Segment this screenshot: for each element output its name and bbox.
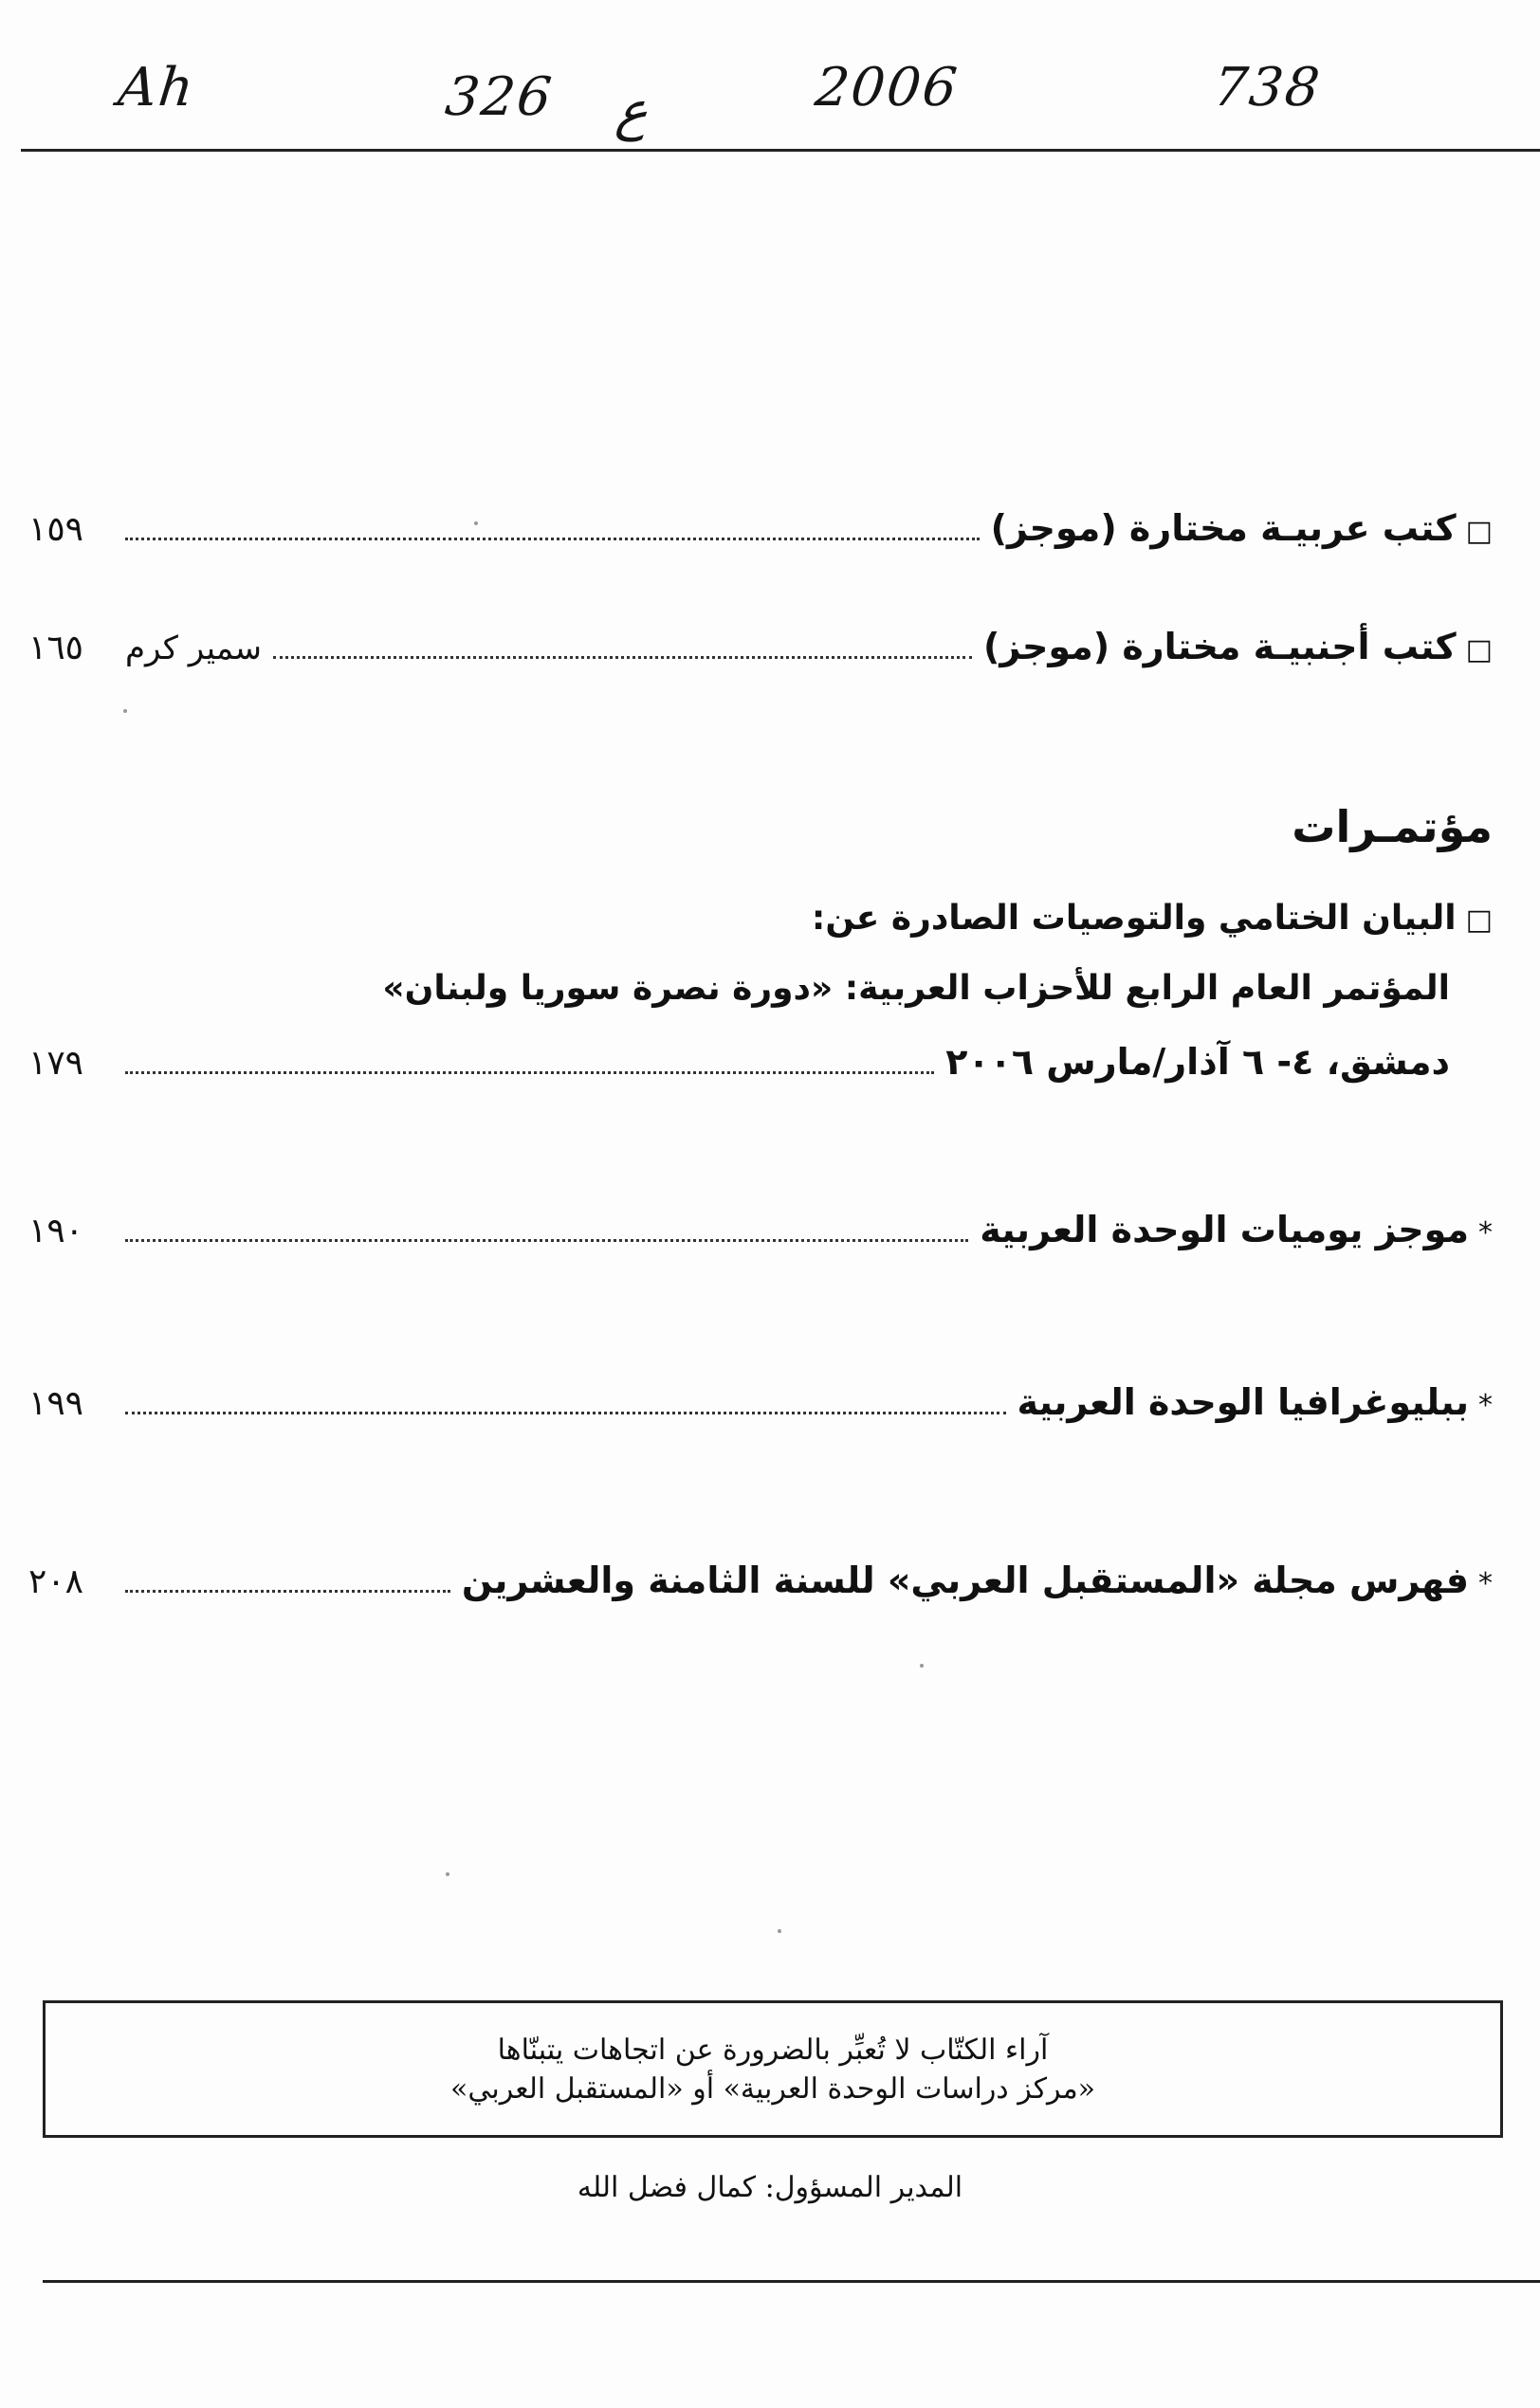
toc-entry[interactable] <box>28 1560 1493 1602</box>
dot-leader <box>125 538 980 540</box>
page-number: ١٩٩ <box>28 1384 84 1423</box>
header-rule <box>21 149 1540 152</box>
disclaimer-line-1: آراء الكتّاب لا تُعبِّر بالضرورة عن اتجاهات يتبنّاها <box>497 2034 1049 2067</box>
conference-dates: دمشق، ٤- ٦ آذار/مارس ٢٠٠٦ <box>945 1041 1450 1083</box>
conference-entry-line-1 <box>812 899 1493 938</box>
disclaimer-box <box>43 2000 1503 2138</box>
toc-entry-title-text: كتب عربيـة مختارة (موجز) <box>990 507 1457 549</box>
toc-entry-title-text: ببليوغرافيا الوحدة العربية <box>1017 1381 1469 1423</box>
toc-entry[interactable] <box>28 507 1493 550</box>
asterisk-bullet-icon: * <box>1478 1216 1493 1250</box>
scan-speck <box>446 1872 449 1876</box>
editor-credit: المدير المسؤول: كمال فضل الله <box>577 2171 963 2204</box>
dot-leader <box>125 1412 1006 1414</box>
toc-entry[interactable] <box>28 626 1493 668</box>
scan-speck <box>778 1929 781 1933</box>
checkbox-bullet-icon: □ <box>1465 515 1493 548</box>
scan-speck <box>123 709 127 713</box>
toc-entry[interactable] <box>28 1041 1450 1084</box>
page-number: ١٩٠ <box>28 1212 84 1250</box>
footer-rule <box>43 2280 1540 2283</box>
toc-entry-title <box>1018 1381 1493 1423</box>
toc-entry[interactable] <box>28 1209 1493 1251</box>
page-number: ٢٠٨ <box>28 1562 84 1601</box>
dot-leader <box>273 656 972 659</box>
conference-title: البيان الختامي والتوصيات الصادرة عن: <box>811 899 1457 938</box>
toc-entry-title <box>980 1209 1493 1250</box>
handwritten-mark-3: ع <box>613 81 651 142</box>
toc-entry-title-text: فهرس مجلة «المستقبل العربي» للسنة الثامنة والعشرين <box>461 1560 1469 1601</box>
dot-leader <box>125 1071 934 1074</box>
toc-entry-title <box>462 1560 1493 1601</box>
page-number: ١٧٩ <box>28 1044 84 1083</box>
checkbox-bullet-icon: □ <box>1465 633 1493 666</box>
scan-speck <box>474 521 478 525</box>
scan-speck <box>920 1664 924 1668</box>
conference-entry-line-2: المؤتمر العام الرابع للأحزاب العربية: «دورة نصرة سوريا ولبنان» <box>382 969 1450 1008</box>
dot-leader <box>125 1239 968 1242</box>
toc-entry-title <box>983 626 1493 667</box>
author-name: سمير كرم <box>125 629 262 667</box>
dot-leader <box>125 1590 450 1593</box>
asterisk-bullet-icon: * <box>1478 1567 1493 1600</box>
disclaimer-line-2: «مركز دراسات الوحدة العربية» أو «المستقبل العربي» <box>449 2071 1096 2106</box>
toc-entry-title-text: موجز يوميات الوحدة العربية <box>980 1209 1469 1250</box>
page-number: ١٦٥ <box>28 629 84 667</box>
page-number: ١٥٩ <box>28 510 84 549</box>
section-heading: مؤتمـرات <box>1292 801 1493 852</box>
handwritten-mark-4: 2006 <box>812 57 962 119</box>
toc-entry-title <box>991 507 1493 549</box>
handwritten-mark-1: Ah <box>115 57 198 119</box>
checkbox-bullet-icon: □ <box>1465 903 1493 937</box>
toc-entry-title-text: كتب أجنبيـة مختارة (موجز) <box>983 626 1457 667</box>
asterisk-bullet-icon: * <box>1478 1389 1493 1422</box>
handwritten-mark-2: 326 <box>442 66 557 128</box>
toc-entry[interactable] <box>28 1381 1493 1424</box>
handwritten-mark-5: 738 <box>1210 57 1325 119</box>
